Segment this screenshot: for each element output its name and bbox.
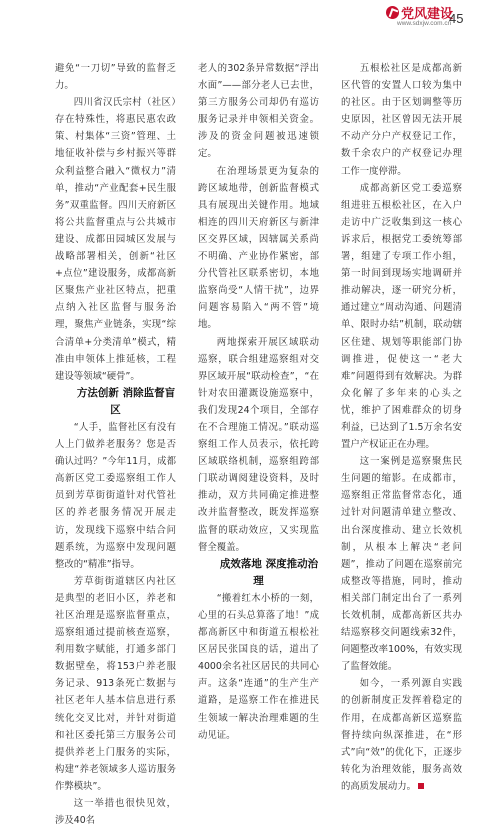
paragraph: 成都高新区党工委巡察组进驻五根松社区，在入户走访中广泛收集到这一核心诉求后，根据党工委统筹部署，组建了专项工作小组，第一时间到现场实地调研并推动解决，逐一研究分析，通过建立“周动沟通、问题清单、限时办结”机制，联动辖区住建、规划等职能部门协调推进，促使这一“老大难”问题得到有效解决。为群众化解了多年来的心头之忧，维护了困难群众的切身利益，已达到了1.5万余名安置户产权证正在办理。 (341, 182, 462, 451)
paragraph: 这一案例是巡察聚焦民生问题的缩影。在成都市，巡察组正常监督常态化，通过针对问题清单建立整改、出台深度推动、建立长效机制，从根本上解决“老问题”，推动了问题在巡察前完成整改等措施，同时，推动相关部门制定出台了一系列长效机制，成都高新区共办结巡察移交问题线索32件，问题整改率100%，有效实现了监督效能。 (341, 456, 462, 673)
paragraph: 老人的302条异常数据“浮出水面”——部分老人已去世，第三方服务公司却仍有巡访服务记录并申领相关资金。涉及的资金问题被迅速锁定。 (198, 63, 319, 160)
paragraph: 这一举措也很快见效，涉及40名 (55, 798, 176, 827)
site-url: www.sdxjw.com.cn (397, 20, 452, 27)
text-column-3 (341, 60, 462, 795)
page-number: 45 (449, 11, 464, 26)
paragraph: 芳草街街道辖区内社区是典型的老旧小区，养老和社区治理是巡察监督重点，巡察组通过提前核查巡察，利用数字赋能，打通多部门数据壁垒，将153户养老服务记录、913条死亡数据与社区老年人基本信息进行系统化交叉比对，并针对街道和社区委托第三方服务公司提供养老上门服务的实际，构建“养老领域多人巡访服务作弊模块”。 (55, 575, 176, 792)
paragraph: “搬着红木小桥的一刻，心里的石头总算落了地！”成都高新区中和街道五根松社区居民张国良的话，道出了4000余名社区居民的共同心声。这条“连通”的生产生产道路，是巡察工作在推进民生领域一解决治理难题的生动见证。 (198, 592, 319, 741)
page-header (0, 0, 484, 40)
logo-emblem-icon (386, 6, 399, 19)
paragraph-text: 如今，一系列源自实践的创新制度正发挥着稳定的作用，在成都高新区巡察监督持续向纵深推进，在“形式”向“效”的优化下，正逐步转化为治理效能，服务高效的高质发展动力。 (341, 678, 462, 792)
paragraph: 避免“一刀切”导致的监督乏力。 (55, 63, 176, 92)
paragraph (341, 675, 462, 795)
paragraph: 两地探索开展区域联动巡察，联合组建巡察组对交界区域开展“联动检查”，“在针对农田灌溉设施巡察中，我们发现24个项目，全部存在不合理施工情况。”联动巡察组工作人员表示，依托跨区域联络机制，巡察组跨部门联动调阅建设资料，及时推动，双方共同确定推进整改并监督整改，既发挥巡察监督的联动效应，又实现监督全覆盖。 (198, 336, 319, 553)
end-mark-icon (418, 783, 424, 789)
paragraph: “人手，监督社区有没有人上门做养老服务？您是否确认过吗？”今年11月，成都高新区党工委巡察组工作人员到芳草街街道针对代管社区的养老服务情况开展走访，发现线下巡察中结合问题系统，为巡察中发现问题整改的“精准”指导。 (55, 421, 176, 570)
paragraph: 在治理场景更为复杂的跨区域地带，创新监督模式具有展现出关键作用。地域相连的四川天府新区与新津区交界区域，因辖属关系尚不明确、产业协作紧密，部分代管社区联系密切，本地监察尚受“人情干扰”，边界问题容易陷入“两不管”境地。 (198, 165, 319, 331)
paragraph: 五根松社区是成都高新区代管的安置人口较为集中的社区。由于区划调整等历史原因，社区曾因无法开展不动产分户产权登记工作，数千余农户的产权登记办理工作一度停滞。 (341, 63, 462, 177)
paragraph: 四川省汉氏宗村（社区）存在特殊性，将惠民惠农政策、村集体“三资”管理、土地征收补偿与乡村振兴等群众利益整合融入“微权力”清单，推动“产业配套+民生服务”双重监督。四川天府新区将公共监督重点与公共城市建设、成都田园城区发展与战略部署相关，创新“社区+点位”建设服务，成都高新区聚焦产业社区特点，把重点纳入社区监督与服务治理，聚焦产业链条，实现“综合清单+分类清单”模式，精准由申领体上推延核，工程建设等领域“硬骨”。 (55, 97, 176, 382)
section-heading: 成效落地 深度推动治理 (219, 557, 319, 587)
text-column-1 (55, 60, 176, 829)
logo-text: 党风建设 (401, 7, 454, 22)
section-heading: 方法创新 消除监督盲区 (76, 386, 176, 416)
text-column-2 (198, 60, 319, 744)
